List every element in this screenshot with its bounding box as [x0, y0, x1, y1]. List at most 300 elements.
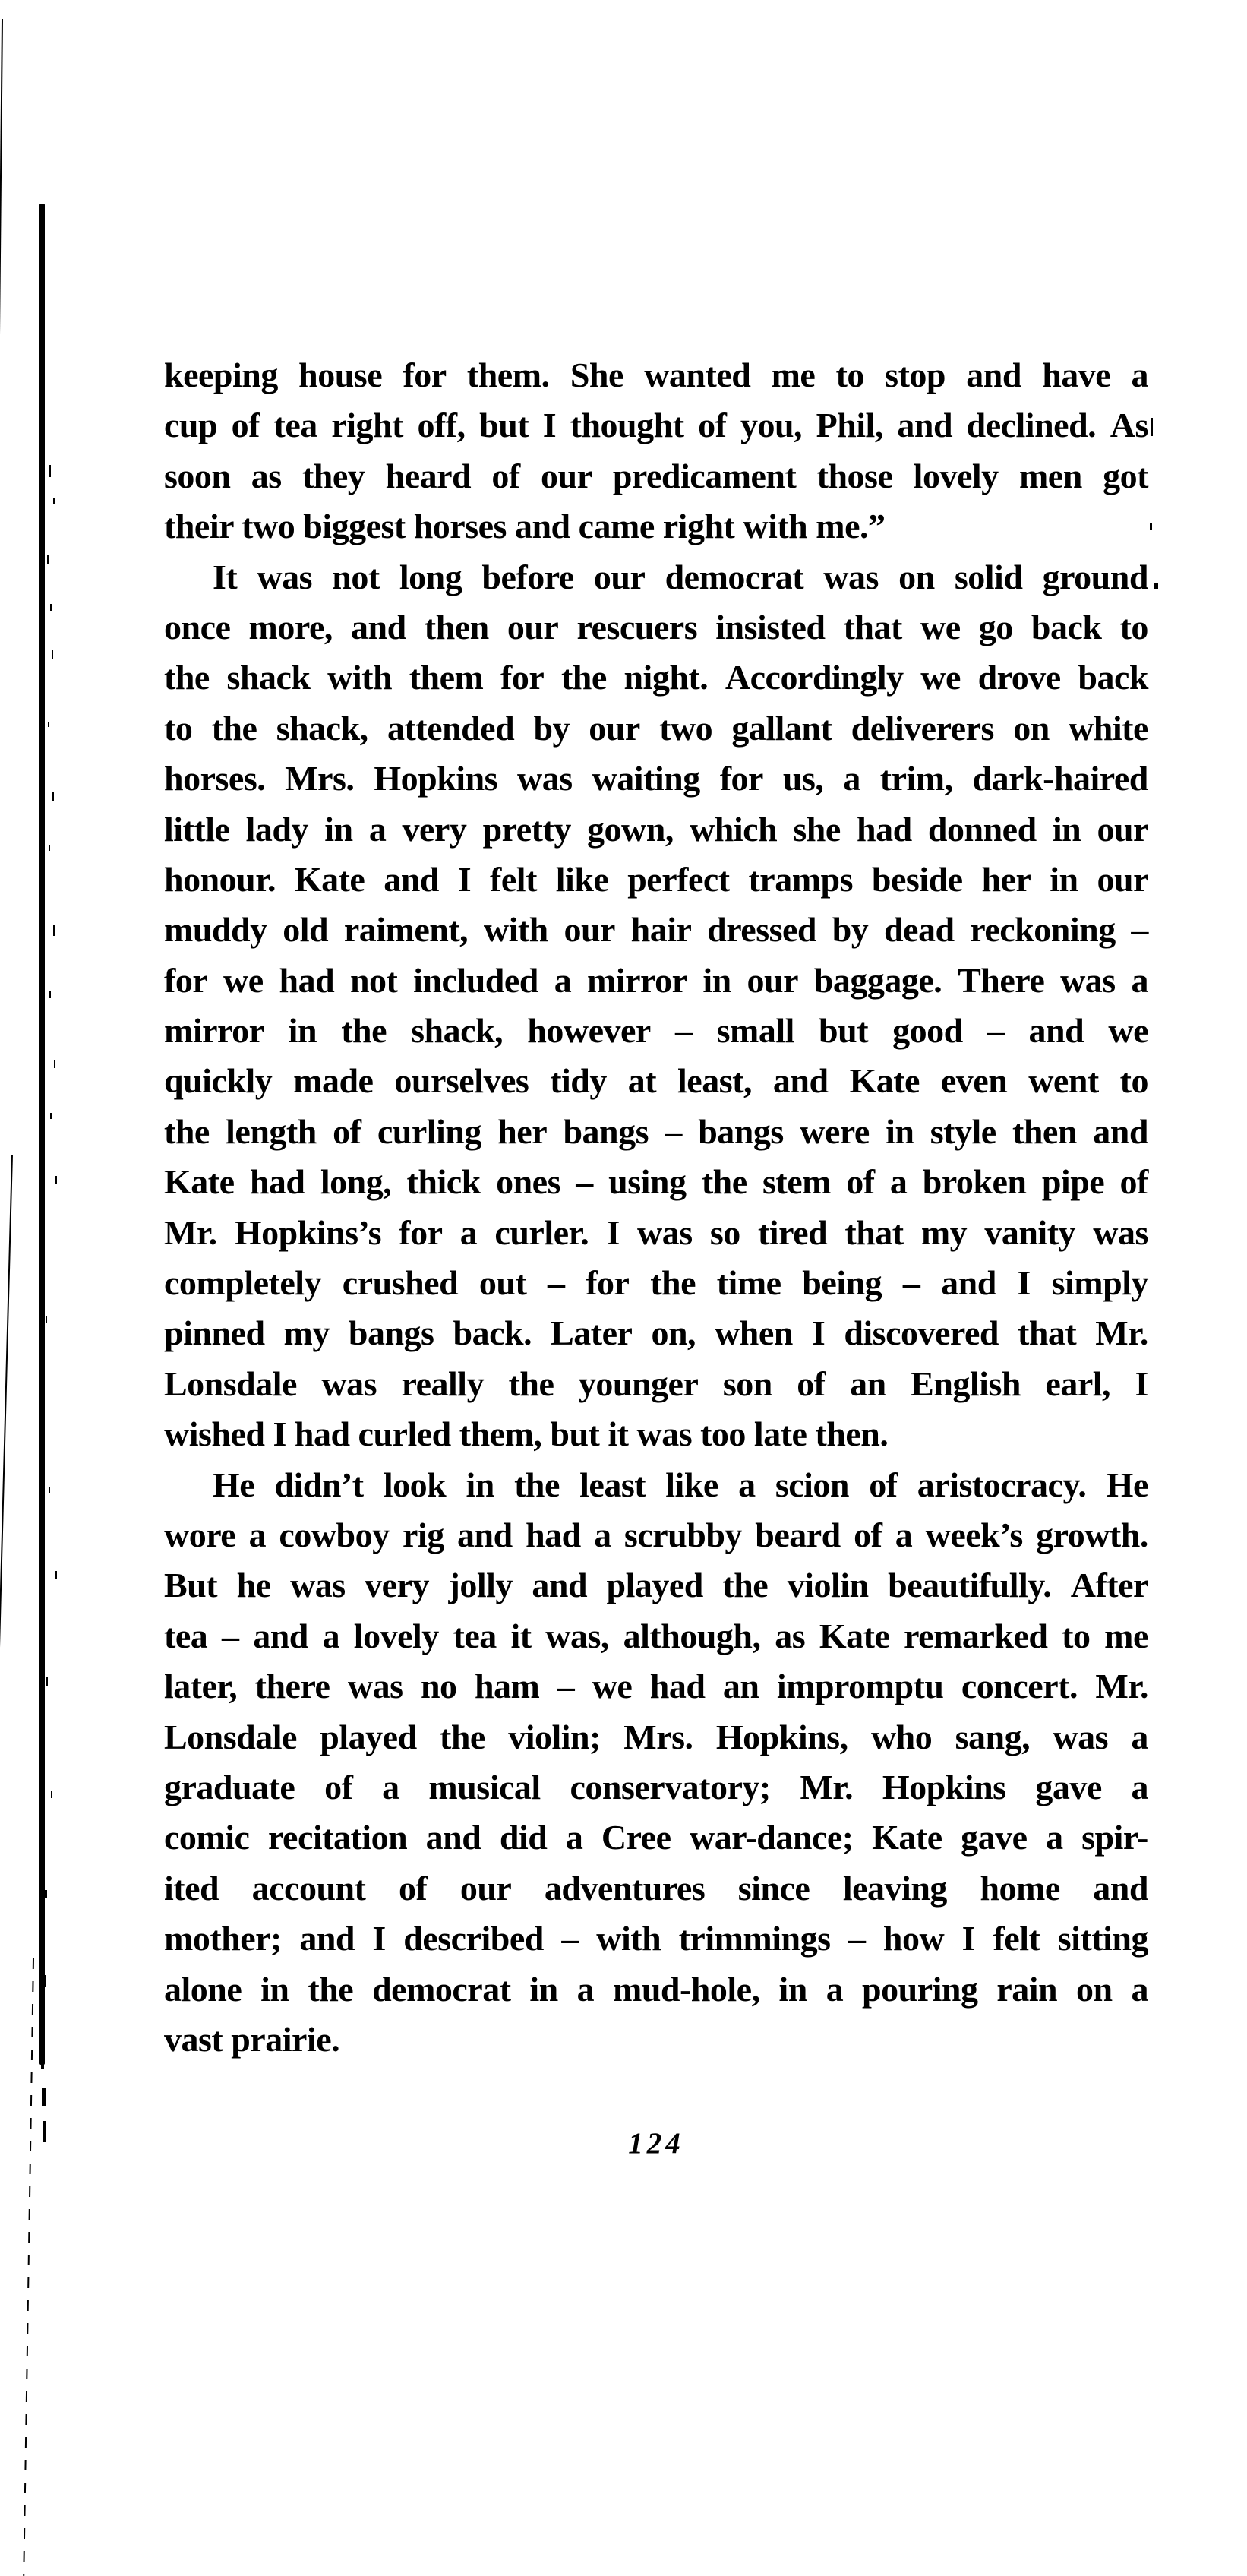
word: jolly — [448, 1566, 513, 1605]
word: when — [715, 1313, 793, 1353]
word: It — [213, 557, 238, 596]
word: – — [548, 1263, 565, 1303]
word: thick — [406, 1162, 481, 1202]
word: Phil, — [816, 406, 883, 445]
word: trimmings — [678, 1919, 831, 1958]
word: Hopkins — [374, 759, 498, 798]
word: growth. — [1036, 1515, 1148, 1554]
word: comic — [164, 1818, 250, 1857]
word: had — [279, 960, 335, 1000]
word: Kate — [819, 1616, 890, 1655]
word: very — [402, 809, 467, 849]
word: and — [897, 406, 953, 445]
word: tired — [757, 1212, 828, 1252]
word: curler. — [494, 1212, 589, 1252]
word: our — [593, 557, 646, 596]
text-line — [164, 1359, 1148, 1409]
word: by — [533, 708, 570, 748]
text-line — [164, 1560, 1148, 1610]
word: pouring — [862, 1969, 978, 2009]
word: – — [1131, 910, 1148, 950]
word: of — [846, 1162, 875, 1202]
scan-artifact — [41, 2051, 44, 2069]
word: ground — [1042, 557, 1148, 596]
word: I — [1017, 1263, 1031, 1303]
word: crushed — [342, 1263, 459, 1303]
word: tramps — [748, 859, 854, 899]
word: recitation — [267, 1818, 408, 1857]
scan-artifact — [51, 1791, 52, 1798]
word: sitting — [1057, 1919, 1148, 1958]
word: simply — [1051, 1263, 1148, 1303]
word: her — [497, 1111, 548, 1151]
word: old — [283, 910, 329, 950]
scan-artifact — [49, 1487, 50, 1493]
word: on — [1076, 1969, 1113, 2009]
word: tea — [273, 406, 317, 445]
word: a — [843, 759, 860, 798]
word: of — [398, 1868, 428, 1908]
word: and — [457, 1515, 513, 1554]
word: least, — [677, 1061, 752, 1101]
word: for — [403, 356, 447, 394]
word: Lonsdale — [164, 1364, 297, 1403]
word: a — [459, 1212, 478, 1252]
text-line — [164, 1863, 1148, 1914]
word: violin; — [508, 1717, 601, 1756]
word: in — [702, 960, 731, 1000]
word: with — [483, 910, 548, 950]
text-line — [164, 1056, 1148, 1106]
word: our — [589, 708, 640, 748]
word: to — [1062, 1616, 1091, 1655]
text-line — [164, 1964, 1148, 2015]
word: however — [527, 1011, 651, 1051]
word: for — [586, 1263, 630, 1303]
word: in — [466, 1465, 494, 1504]
word: and — [299, 1919, 355, 1958]
word: reckoning — [970, 910, 1116, 950]
text-line — [164, 1510, 1148, 1560]
word: a — [248, 1515, 267, 1554]
word: gave — [961, 1818, 1028, 1857]
word: Kate — [294, 859, 365, 899]
word: beautifully. — [888, 1566, 1052, 1605]
text-line: their two biggest horses and came right with me.” — [164, 507, 886, 546]
word: but — [479, 406, 529, 445]
word: of — [854, 1515, 882, 1554]
scan-artifact — [1151, 418, 1153, 436]
word: did — [499, 1818, 548, 1857]
word: that — [1018, 1313, 1077, 1353]
scan-artifact — [48, 722, 49, 727]
word: – — [561, 1919, 579, 1958]
word: in — [288, 1011, 317, 1051]
text-line — [164, 1661, 1148, 1712]
scan-artifact — [53, 925, 55, 936]
word: quickly — [164, 1061, 273, 1101]
text-line — [164, 703, 1148, 754]
word: no — [420, 1667, 457, 1706]
word: bangs — [348, 1313, 434, 1353]
word: have — [1042, 356, 1111, 394]
word: as — [775, 1616, 806, 1655]
scan-artifact — [1154, 583, 1158, 589]
word: how — [882, 1919, 945, 1958]
word: Mr. — [800, 1767, 854, 1806]
word: I — [457, 859, 472, 899]
word: I — [1135, 1364, 1148, 1403]
scan-artifact — [55, 1571, 57, 1579]
word: on — [1013, 708, 1050, 748]
word: in — [529, 1969, 558, 2009]
word: a — [322, 1616, 340, 1655]
word: rescuers — [576, 607, 698, 646]
text-line — [164, 855, 1148, 905]
word: earl, — [1045, 1364, 1111, 1403]
word: and — [1093, 1111, 1148, 1151]
word: and — [253, 1616, 308, 1655]
word: vanity — [984, 1212, 1076, 1252]
word: Mr. — [1095, 1313, 1148, 1353]
word: Accordingly — [725, 658, 904, 697]
word: good — [892, 1011, 963, 1051]
word: for — [399, 1212, 443, 1252]
word: a — [895, 1515, 913, 1554]
word: Kate — [849, 1061, 920, 1101]
word: hair — [630, 910, 692, 950]
word: beard — [755, 1515, 841, 1554]
word: like — [555, 859, 609, 899]
word: then — [424, 607, 489, 646]
word: least — [579, 1465, 646, 1504]
word: Mrs. — [285, 759, 355, 798]
word: mirror — [586, 960, 687, 1000]
word: back — [1078, 658, 1148, 697]
word: and — [425, 1818, 481, 1857]
word: but — [819, 1011, 869, 1051]
word: it — [510, 1616, 532, 1655]
word: had — [857, 809, 912, 849]
word: the — [341, 1011, 387, 1051]
word: impromptu — [776, 1667, 944, 1706]
word: – — [557, 1667, 575, 1706]
word: you, — [740, 406, 803, 445]
word: remarked — [904, 1616, 1048, 1655]
word: As — [1110, 406, 1148, 445]
word: that — [843, 607, 902, 646]
scan-artifact — [45, 1890, 47, 1898]
word: night. — [624, 658, 709, 697]
word: was, — [545, 1616, 609, 1655]
word: a — [1131, 356, 1148, 394]
word: later, — [164, 1667, 238, 1706]
word: time — [716, 1263, 781, 1303]
word: made — [293, 1061, 374, 1101]
text-line — [164, 1712, 1148, 1762]
word: she — [793, 809, 841, 849]
text-line — [164, 350, 1148, 400]
word: and — [941, 1263, 996, 1303]
word: there — [254, 1667, 330, 1706]
word: Mr. — [1095, 1667, 1148, 1706]
word: I — [961, 1919, 976, 1958]
word: and — [1028, 1011, 1084, 1051]
word: we — [223, 960, 264, 1000]
word: a — [594, 1515, 611, 1554]
text-line — [164, 804, 1148, 855]
word: horses. — [164, 759, 266, 798]
word: in — [1050, 859, 1078, 899]
word: the — [560, 658, 607, 697]
scan-artifact — [54, 1060, 55, 1068]
word: for — [500, 658, 545, 697]
text-line — [164, 552, 1148, 602]
word: – — [848, 1919, 866, 1958]
word: English — [911, 1364, 1021, 1403]
word: was — [1093, 1212, 1148, 1252]
word: bangs — [698, 1111, 784, 1151]
word: he — [236, 1566, 271, 1605]
scan-artifact — [52, 650, 53, 659]
word: ham — [474, 1667, 540, 1706]
word: alone — [164, 1969, 242, 2009]
word: had — [526, 1515, 581, 1554]
text-line — [164, 1006, 1148, 1056]
word: war-dance; — [690, 1818, 854, 1857]
word: – — [221, 1616, 239, 1655]
text-line — [164, 1611, 1148, 1661]
binding-shadow-bar — [39, 204, 45, 2065]
word: sang, — [955, 1717, 1031, 1756]
word: we — [1108, 1011, 1148, 1051]
word: Hopkins, — [715, 1717, 848, 1756]
word: of — [231, 406, 260, 445]
word: long, — [320, 1162, 392, 1202]
scan-artifact — [49, 991, 51, 998]
word: our — [747, 960, 798, 1000]
word: of — [324, 1767, 353, 1806]
word: was — [1053, 1717, 1109, 1756]
word: account — [251, 1868, 366, 1908]
word: was — [823, 557, 879, 596]
word: at — [627, 1061, 657, 1101]
word: once — [164, 607, 231, 646]
word: described — [403, 1919, 544, 1958]
word: After — [1070, 1566, 1148, 1605]
word: was — [637, 1212, 693, 1252]
page-edge-line-middle — [0, 1155, 13, 1961]
word: as — [251, 456, 282, 495]
text-block — [164, 350, 1148, 2065]
word: predicament — [612, 456, 797, 495]
word: played — [606, 1566, 703, 1605]
word: played — [320, 1717, 417, 1756]
word: men — [1018, 456, 1082, 495]
word: to — [1119, 1061, 1148, 1101]
word: completely — [164, 1263, 322, 1303]
word: mirror — [164, 1011, 264, 1051]
word: a — [1131, 1717, 1148, 1756]
word: concert. — [961, 1667, 1078, 1706]
word: – — [674, 1011, 693, 1051]
word: was — [517, 759, 573, 798]
word: week’s — [925, 1515, 1023, 1554]
word: spir- — [1081, 1818, 1148, 1857]
word: not — [332, 557, 380, 596]
word: stop — [885, 356, 946, 394]
word: for — [719, 759, 763, 798]
scan-artifact — [46, 1316, 47, 1323]
word: the — [701, 1162, 747, 1202]
word: our — [541, 456, 592, 495]
word: was — [290, 1566, 346, 1605]
word: – — [576, 1162, 593, 1202]
word: who — [870, 1717, 933, 1756]
word: was — [257, 557, 313, 596]
word: mud-hole, — [613, 1969, 760, 2009]
word: didn’t — [274, 1465, 364, 1504]
word: There — [958, 960, 1045, 1000]
word: Kate — [164, 1162, 235, 1202]
word: thought — [570, 406, 684, 445]
word: our — [459, 1868, 512, 1908]
word: aristocracy. — [917, 1465, 1087, 1504]
word: broken — [922, 1162, 1027, 1202]
word: – — [902, 1263, 920, 1303]
page-edge-line-top — [0, 19, 3, 1158]
word: more, — [248, 607, 333, 646]
word: small — [716, 1011, 794, 1051]
word: raiment, — [343, 910, 469, 950]
word: ited — [164, 1868, 219, 1908]
word: back. — [453, 1313, 532, 1353]
word: wore — [164, 1515, 236, 1554]
word: shack, — [411, 1011, 504, 1051]
word: them. — [466, 356, 550, 394]
word: mother; — [164, 1919, 282, 1958]
word: perfect — [627, 859, 730, 899]
text-line — [164, 1762, 1148, 1813]
word: and — [384, 859, 439, 899]
word: Hopkins — [882, 1767, 1006, 1806]
text-line — [164, 451, 1148, 501]
word: of — [698, 406, 727, 445]
word: in — [778, 1969, 807, 2009]
word: using — [608, 1162, 687, 1202]
word: waiting — [592, 759, 700, 798]
word: rain — [996, 1969, 1058, 2009]
word: leaving — [842, 1868, 947, 1908]
word: a — [1131, 1767, 1148, 1806]
word: them — [409, 658, 484, 697]
word: of — [869, 1465, 898, 1504]
word: gave — [1035, 1767, 1102, 1806]
word: since — [737, 1868, 810, 1908]
word: was — [321, 1364, 377, 1403]
text-line — [164, 1258, 1148, 1308]
word: scion — [775, 1465, 849, 1504]
word: felt — [490, 859, 537, 899]
page-edge-line-bottom — [23, 1958, 34, 2576]
word: off, — [417, 406, 466, 445]
word: lady — [245, 809, 308, 849]
word: a — [382, 1767, 399, 1806]
scan-artifact — [50, 1113, 52, 1119]
word: a — [1131, 1969, 1148, 2009]
word: to — [164, 708, 193, 748]
word: two — [659, 708, 713, 748]
word: and — [966, 356, 1021, 394]
word: style — [930, 1111, 996, 1151]
word: of — [797, 1364, 826, 1403]
word: and — [1093, 1868, 1148, 1908]
word: we — [920, 658, 961, 697]
text-line: wished I had curled them, but it was too late then. — [164, 1414, 889, 1454]
scan-artifact — [49, 845, 50, 851]
text-line — [164, 754, 1148, 804]
word: a — [889, 1162, 908, 1202]
word: lovely — [353, 1616, 439, 1655]
page-number: 124 — [628, 2127, 684, 2160]
scan-artifact — [42, 2088, 46, 2106]
word: our — [1097, 859, 1148, 899]
word: of — [333, 1111, 361, 1151]
scan-artifact — [47, 555, 49, 564]
word: Cree — [601, 1818, 671, 1857]
word: being — [802, 1263, 882, 1303]
word: gallant — [731, 708, 832, 748]
word: very — [365, 1566, 430, 1605]
word: to — [1119, 607, 1148, 646]
word: we — [592, 1667, 633, 1706]
word: of — [491, 456, 520, 495]
word: out — [478, 1263, 527, 1303]
scan-artifact — [50, 604, 52, 611]
word: gown, — [587, 809, 674, 849]
word: by — [832, 910, 869, 950]
word: the — [514, 1465, 560, 1504]
word: our — [1097, 809, 1148, 849]
word: the — [508, 1364, 554, 1403]
text-line — [164, 400, 1148, 450]
word: dark-haired — [972, 759, 1148, 798]
word: wanted — [644, 356, 751, 394]
word: scrubby — [624, 1515, 742, 1554]
word: home — [980, 1868, 1060, 1908]
word: on — [898, 557, 935, 596]
word: length — [226, 1111, 317, 1151]
word: our — [507, 607, 559, 646]
word: my — [283, 1313, 330, 1353]
word: got — [1103, 456, 1148, 495]
word: the — [164, 1111, 210, 1151]
word: the — [164, 658, 210, 697]
word: I — [372, 1919, 386, 1958]
word: of — [1119, 1162, 1148, 1202]
word: my — [920, 1212, 968, 1252]
word: attended — [387, 708, 515, 748]
word: had — [249, 1162, 305, 1202]
word: a — [565, 1818, 583, 1857]
word: with — [596, 1919, 661, 1958]
word: I — [811, 1313, 826, 1353]
word: included — [413, 960, 538, 1000]
word: her — [981, 859, 1031, 899]
word: curling — [377, 1111, 481, 1151]
word: the — [308, 1969, 354, 2009]
word: on, — [651, 1313, 696, 1353]
